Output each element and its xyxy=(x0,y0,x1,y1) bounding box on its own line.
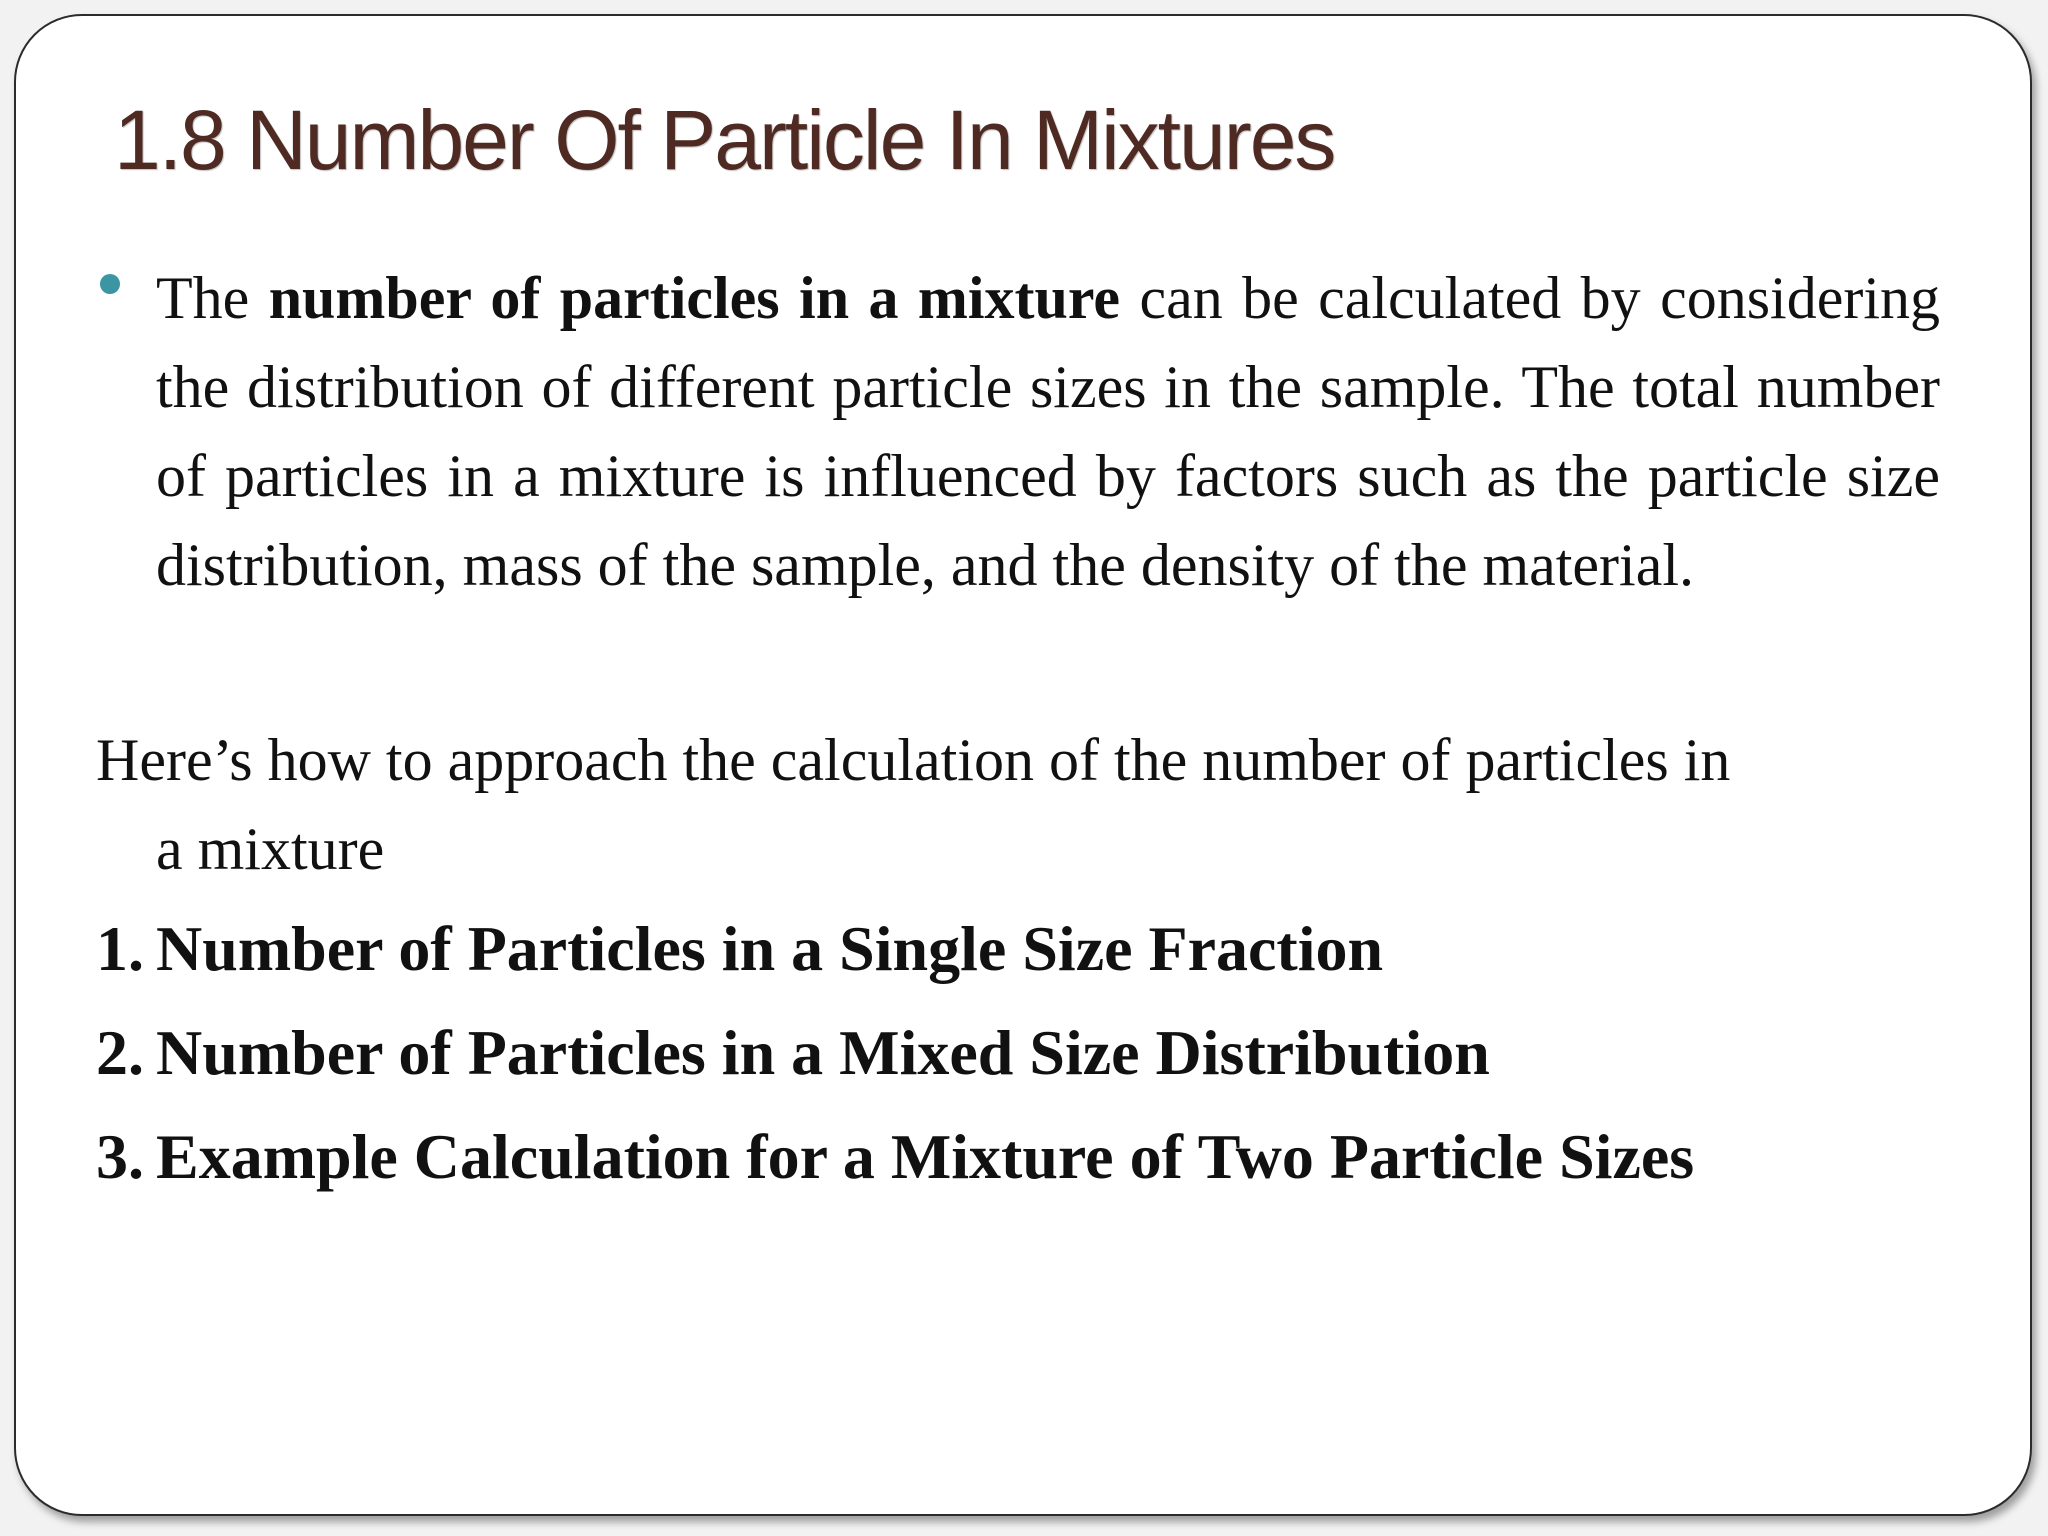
intro-line-1: Here’s how to approach the calculation of the number of particles in xyxy=(96,727,1731,793)
bullet-paragraph xyxy=(156,254,1940,610)
list-item-text: Number of Particles in a Single Size Fraction xyxy=(156,913,1384,984)
slide-frame xyxy=(14,14,2032,1516)
list-item-2 xyxy=(96,1016,1490,1090)
list-item-3 xyxy=(96,1120,1694,1194)
list-item-number: 2. xyxy=(96,1017,144,1088)
list-item-number: 3. xyxy=(96,1121,144,1192)
bullet-lead: The xyxy=(156,265,269,331)
intro-paragraph xyxy=(96,716,1956,894)
slide-title: 1.8 Number Of Particle In Mixtures xyxy=(114,93,1335,187)
bullet-dot-icon xyxy=(100,274,120,294)
list-item-number: 1. xyxy=(96,913,144,984)
list-item-1 xyxy=(96,912,1383,986)
bullet-rest: can be calculated by considering the distribution of different particle sizes in the sample. The total number of particles in a mixture is influenced by factors such as the particle size distribution, mass of the sample, and the density of the material. xyxy=(156,265,1940,598)
list-item-text: Number of Particles in a Mixed Size Distribution xyxy=(156,1017,1490,1088)
list-item-text: Example Calculation for a Mixture of Two Particle Sizes xyxy=(156,1121,1695,1192)
intro-line-2: a mixture xyxy=(156,816,385,882)
bullet-bold-term: number of particles in a mixture xyxy=(268,265,1121,331)
